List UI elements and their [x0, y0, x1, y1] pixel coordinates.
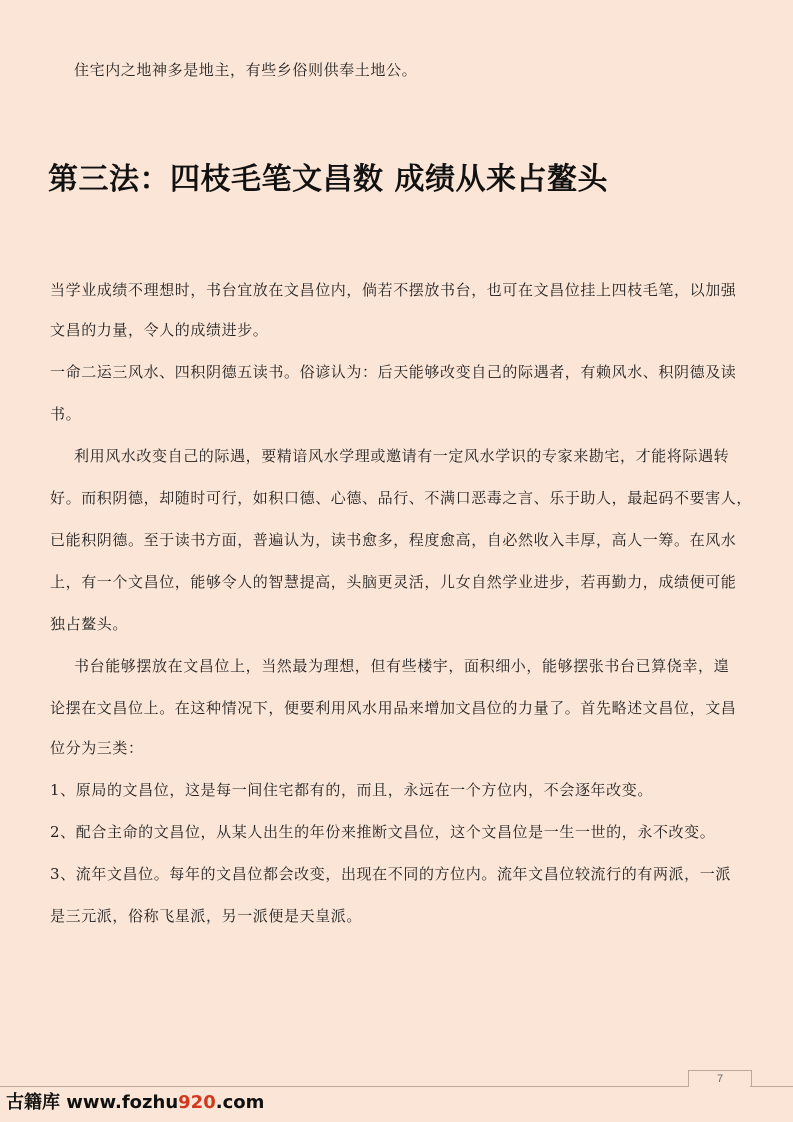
watermark-prefix: 古籍库 www.fozhu — [6, 1092, 179, 1113]
site-watermark — [6, 1090, 264, 1116]
text-line: 好。而积阴德，却随时可行，如积口德、心德、品行、不满口恶毒之言、乐于助人，最起码不要害人， — [50, 489, 753, 507]
text-line: 位分为三类： — [50, 739, 144, 757]
footer-rule-tail — [750, 1086, 793, 1087]
text-line: 已能积阴德。至于读书方面，普遍认为，读书愈多，程度愈高，自必然收入丰厚，高人一筹。在风水 — [50, 531, 737, 549]
text-line: 当学业成绩不理想时，书台宜放在文昌位内，倘若不摆放书台，也可在文昌位挂上四枝毛笔，以加强 — [50, 281, 737, 299]
text-line: 利用风水改变自己的际遇，要精谙风水学理或邀请有一定风水学识的专家来勘宅，才能将际遇转 — [74, 447, 730, 465]
text-line: 一命二运三风水、四积阴德五读书。俗谚认为：后天能够改变自己的际遇者，有赖风水、积阴德及读 — [50, 363, 737, 381]
list-item: 3、流年文昌位。每年的文昌位都会改变，出现在不同的方位内。流年文昌位较流行的有两派，一派 — [50, 865, 731, 883]
text-line: 独占鳌头。 — [50, 615, 129, 633]
list-item: 2、配合主命的文昌位，从某人出生的年份来推断文昌位，这个文昌位是一生一世的，永不改变。 — [50, 823, 716, 841]
text-line: 是三元派，俗称飞星派，另一派便是天皇派。 — [50, 907, 363, 925]
section-title: 第三法：四枝毛笔文昌数 成绩从来占鳌头 — [48, 162, 608, 197]
list-item: 1、原局的文昌位，这是每一间住宅都有的，而且，永远在一个方位内，不会逐年改变。 — [50, 781, 653, 799]
watermark-number: 920 — [178, 1092, 216, 1113]
text-line: 论摆在文昌位上。在这种情况下，便要利用风水用品来增加文昌位的力量了。首先略述文昌位，文昌 — [50, 699, 737, 717]
watermark-suffix: .com — [215, 1092, 265, 1113]
text-line: 书台能够摆放在文昌位上，当然最为理想，但有些楼宇，面积细小，能够摆张书台已算侥幸，遑 — [74, 657, 730, 675]
text-line: 住宅内之地神多是地主，有些乡俗则供奉土地公。 — [74, 61, 418, 79]
text-line: 书。 — [50, 405, 82, 423]
text-line: 上，有一个文昌位，能够令人的智慧提高，头脑更灵活，儿女自然学业进步，若再勤力，成绩便可能 — [50, 573, 737, 591]
text-line: 文昌的力量，令人的成绩进步。 — [50, 321, 269, 339]
page-number: 7 — [688, 1070, 752, 1087]
footer-rule — [0, 1086, 688, 1087]
